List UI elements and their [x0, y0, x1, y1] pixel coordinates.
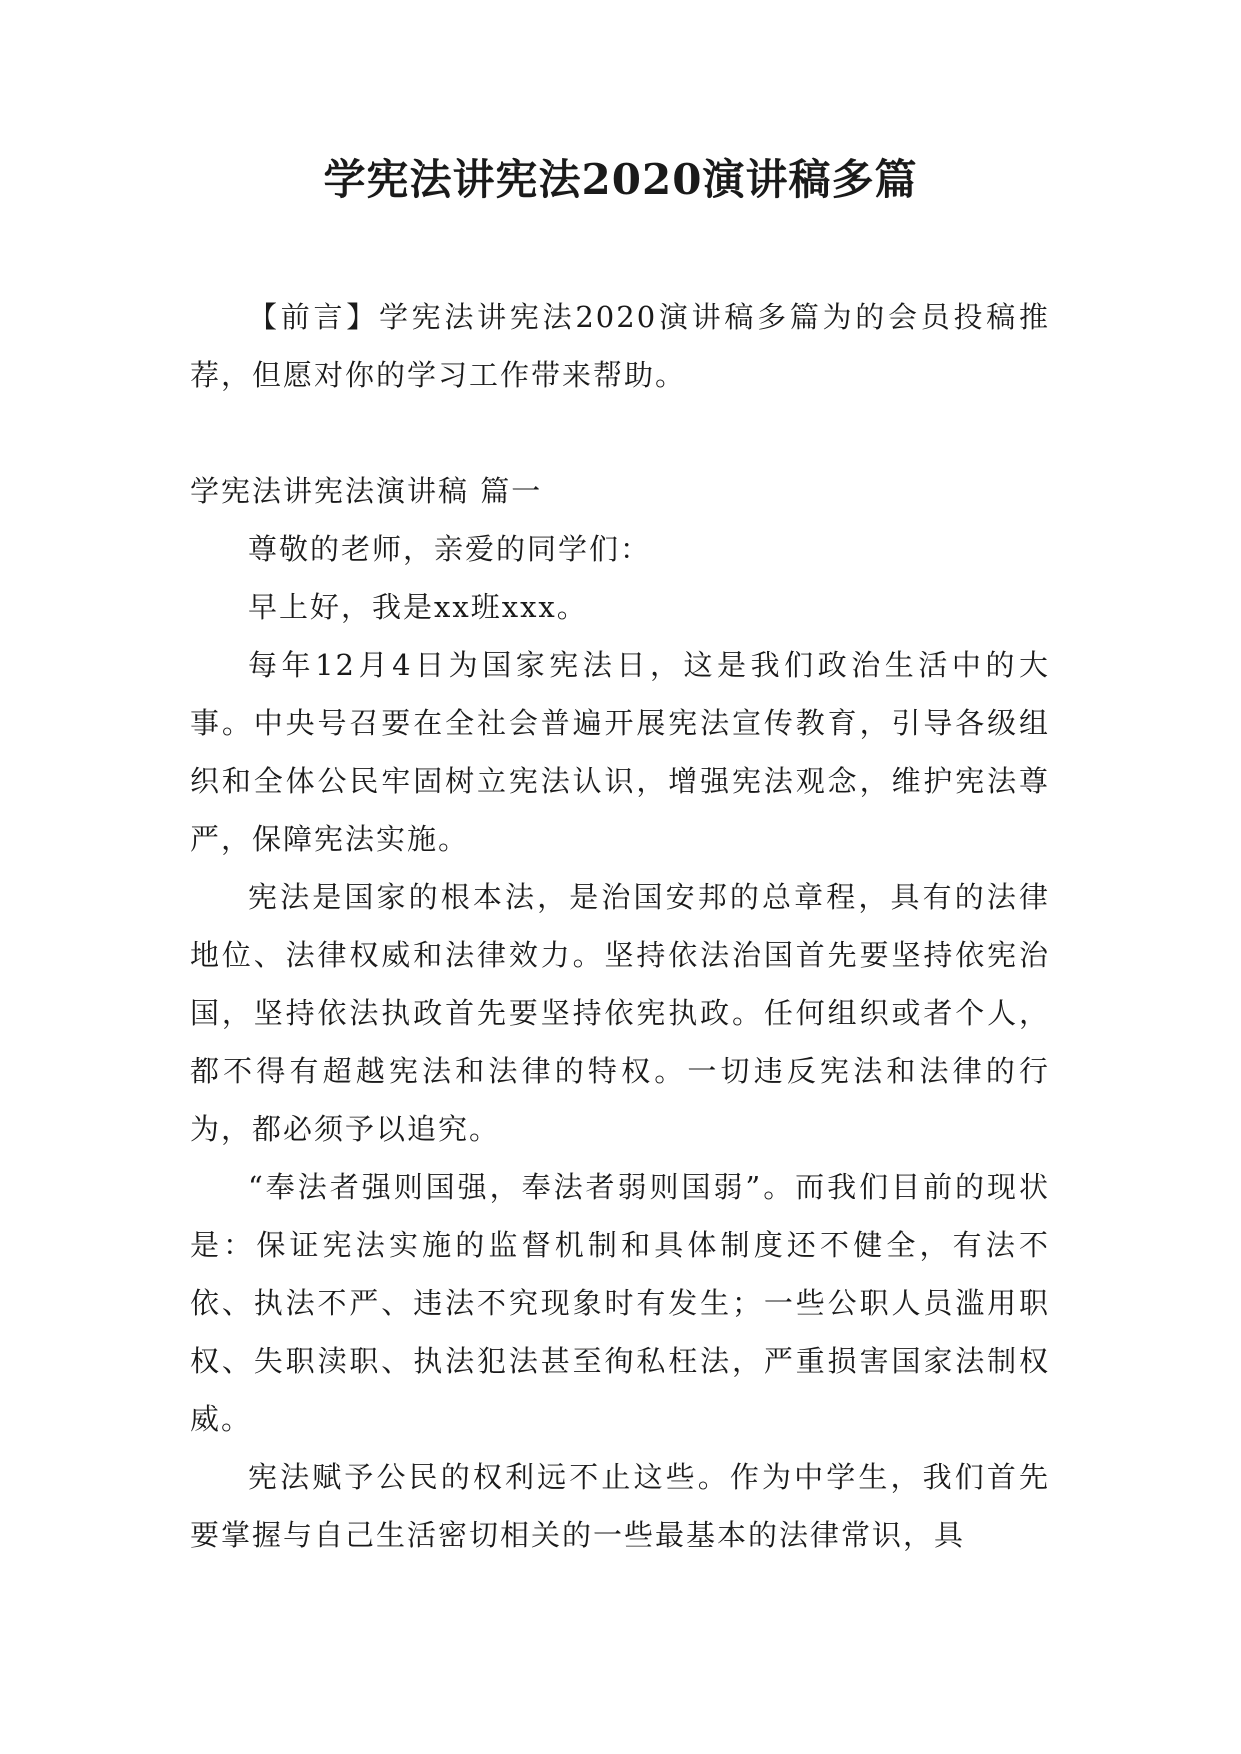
body-paragraph: 宪法是国家的根本法，是治国安邦的总章程，具有的法律地位、法律权威和法律效力。坚持依法治国首先要坚持依宪治国，坚持依法执政首先要坚持依宪执政。任何组织或者个人，都不得有超越宪法和法律的特权。一切违反宪法和法律的行为，都必须予以追究。 — [190, 880, 1050, 1146]
document-body — [190, 288, 1050, 1564]
salutation-line: 尊敬的老师，亲爱的同学们： — [248, 532, 652, 566]
document-title: 学宪法讲宪法2020演讲稿多篇 — [323, 155, 918, 204]
body-paragraph: 每年12月4日为国家宪法日，这是我们政治生活中的大事。中央号召要在全社会普遍开展宪法宣传教育，引导各级组织和全体公民牢固树立宪法认识，增强宪法观念，维护宪法尊严，保障宪法实施。 — [190, 648, 1050, 856]
body-paragraph: 宪法赋予公民的权利远不止这些。作为中学生，我们首先要掌握与自己生活密切相关的一些最基本的法律常识，具 — [190, 1460, 1050, 1552]
section-heading: 学宪法讲宪法演讲稿 篇一 — [190, 474, 543, 508]
preface-paragraph: 【前言】学宪法讲宪法2020演讲稿多篇为的会员投稿推荐，但愿对你的学习工作带来帮助。 — [190, 300, 1050, 392]
body-paragraph: “奉法者强则国强，奉法者弱则国弱”。而我们目前的现状是：保证宪法实施的监督机制和具体制度还不健全，有法不依、执法不严、违法不究现象时有发生；一些公职人员滥用职权、失职渎职、执法犯法甚至徇私枉法，严重损害国家法制权威。 — [190, 1170, 1050, 1436]
greeting-line: 早上好，我是xx班xxx。 — [248, 590, 588, 624]
